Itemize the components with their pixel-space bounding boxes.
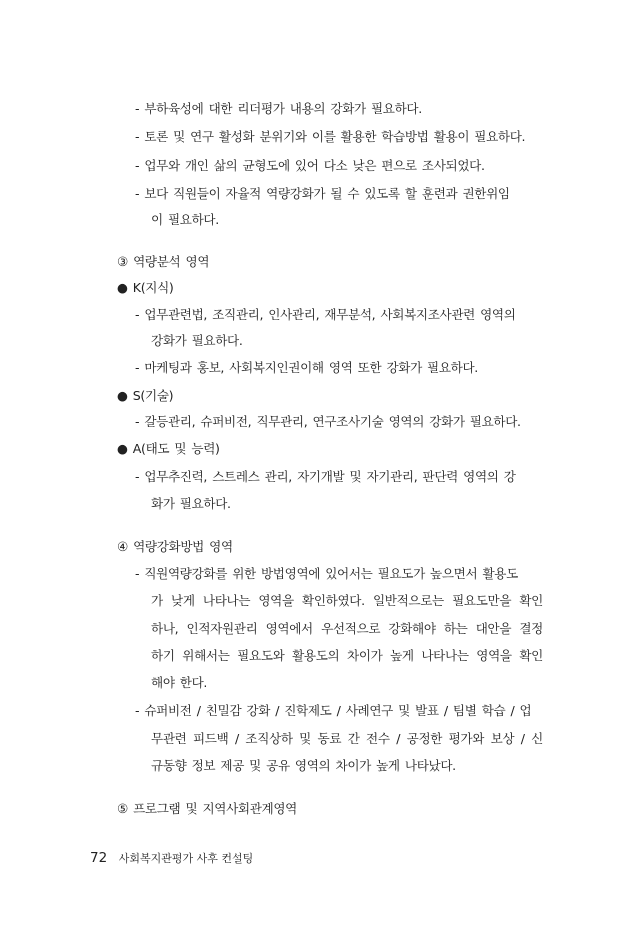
section-heading: ⑤ 프로그램 및 지역사회관계영역 bbox=[117, 801, 298, 816]
page-number: 72 bbox=[90, 850, 108, 866]
text-line: - 토론 및 연구 활성화 분위기와 이를 활용한 학습방법 활용이 필요하다. bbox=[135, 129, 526, 144]
bullet-heading: ● S(기술) bbox=[117, 388, 174, 403]
text-line: - 보다 직원들이 자율적 역량강화가 될 수 있도록 할 훈련과 권한위임 bbox=[135, 186, 510, 201]
text-line: - 업무와 개인 삶의 균형도에 있어 다소 낮은 편으로 조사되었다. bbox=[135, 158, 485, 173]
text-line: 가 낮게 나타나는 영역을 확인하였다. 일반적으로는 필요도만을 확인 bbox=[151, 593, 543, 608]
text-line: 무관련 피드백 / 조직상하 및 동료 간 전수 / 공정한 평가와 보상 / 신 bbox=[151, 731, 543, 746]
section-heading: ③ 역량분석 영역 bbox=[117, 254, 210, 269]
text-line: 규동향 정보 제공 및 공유 영역의 차이가 높게 나타났다. bbox=[151, 758, 456, 773]
bullet-heading: ● A(태도 및 능력) bbox=[117, 441, 220, 456]
text-line: - 업무관련법, 조직관리, 인사관리, 재무분석, 사회복지조사관련 영역의 bbox=[135, 307, 516, 322]
text-line: 해야 한다. bbox=[151, 675, 208, 690]
text-line: - 업무추진력, 스트레스 관리, 자기개발 및 자기관리, 판단력 영역의 강 bbox=[135, 469, 516, 484]
text-line: 강화가 필요하다. bbox=[151, 333, 243, 348]
text-line: - 부하육성에 대한 리더평가 내용의 강화가 필요하다. bbox=[135, 101, 422, 116]
text-line: 화가 필요하다. bbox=[151, 496, 231, 511]
bullet-heading: ● K(지식) bbox=[117, 280, 174, 295]
section-heading: ④ 역량강화방법 영역 bbox=[117, 539, 233, 554]
text-line: - 슈퍼비전 / 친밀감 강화 / 진학제도 / 사례연구 및 발표 / 팀별 학습 / 업 bbox=[135, 703, 532, 718]
page-footer bbox=[90, 851, 253, 866]
text-line: 하나, 인적자원관리 영역에서 우선적으로 강화해야 하는 대안을 결정 bbox=[151, 621, 543, 636]
text-line: - 갈등관리, 슈퍼비전, 직무관리, 연구조사기술 영역의 강화가 필요하다. bbox=[135, 414, 521, 429]
text-line: - 직원역량강화를 위한 방법영역에 있어서는 필요도가 높으면서 활용도 bbox=[135, 566, 518, 581]
running-title: 사회복지관평가 사후 컨설팅 bbox=[118, 852, 254, 865]
text-line: 이 필요하다. bbox=[151, 212, 219, 227]
text-line: 하기 위해서는 필요도와 활용도의 차이가 높게 나타나는 영역을 확인 bbox=[151, 648, 543, 663]
text-line: - 마케팅과 홍보, 사회복지인권이해 영역 또한 강화가 필요하다. bbox=[135, 360, 478, 375]
